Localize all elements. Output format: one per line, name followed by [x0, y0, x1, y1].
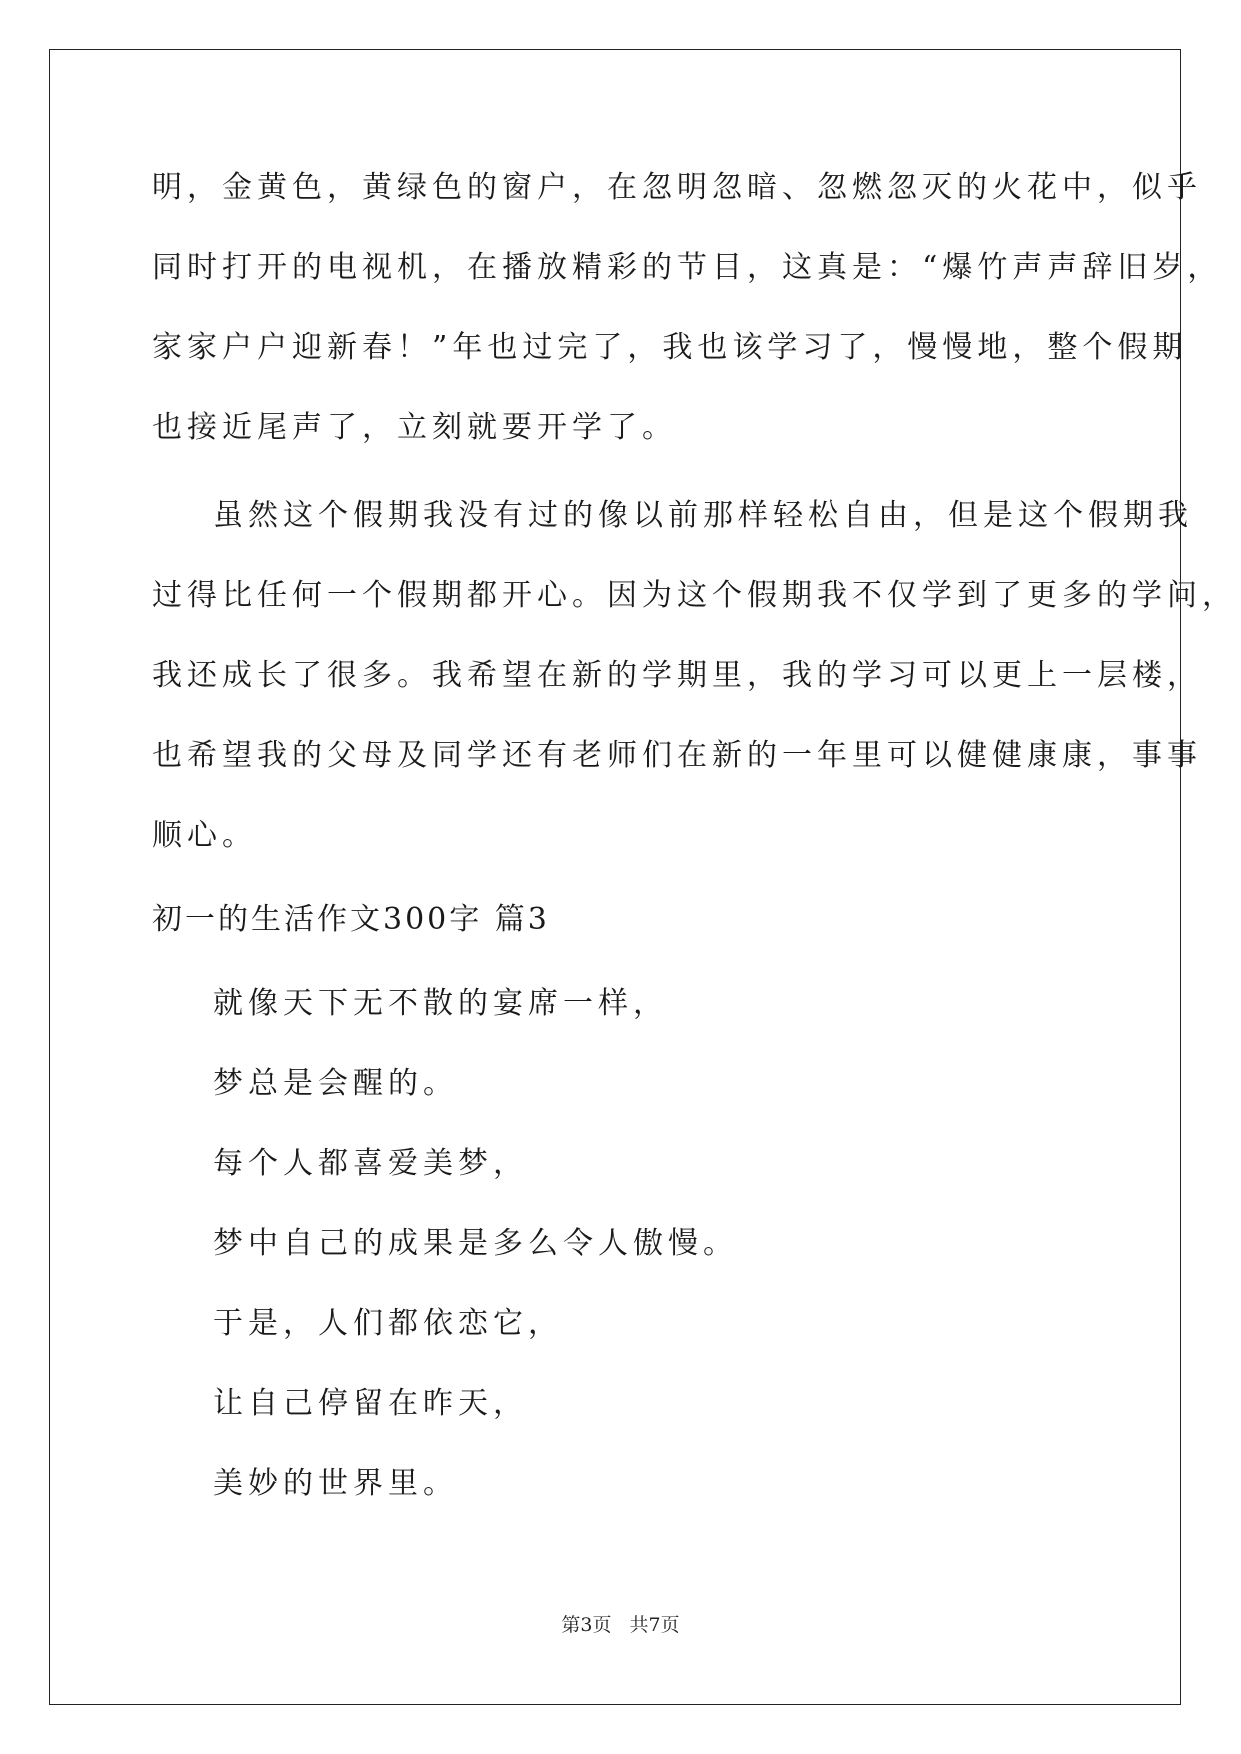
text-line: 明，金黄色，黄绿色的窗户，在忽明忽暗、忽燃忽灭的火花中，似乎 — [152, 170, 1202, 205]
page-number-total: 共7页 — [629, 1614, 680, 1636]
poem-line: 梦总是会醒的。 — [213, 1066, 458, 1101]
poem-line: 梦中自己的成果是多么令人傲慢。 — [213, 1226, 738, 1261]
text-line: 过得比任何一个假期都开心。因为这个假期我不仅学到了更多的学问， — [152, 578, 1237, 613]
text-line: 也希望我的父母及同学还有老师们在新的一年里可以健健康康，事事 — [152, 738, 1202, 773]
page-border — [49, 49, 1181, 1705]
poem-line: 美妙的世界里。 — [213, 1466, 458, 1501]
poem-line: 就像天下无不散的宴席一样， — [213, 986, 668, 1021]
poem-line: 于是，人们都依恋它， — [213, 1306, 563, 1341]
text-line: 也接近尾声了，立刻就要开学了。 — [152, 410, 677, 445]
text-line: 家家户户迎新春！”年也过完了，我也该学习了，慢慢地，整个假期 — [152, 330, 1188, 365]
paragraph-first-line: 虽然这个假期我没有过的像以前那样轻松自由，但是这个假期我 — [213, 498, 1193, 533]
poem-line: 每个人都喜爱美梦， — [213, 1146, 528, 1181]
text-line: 顺心。 — [152, 818, 257, 853]
poem-line: 让自己停留在昨天， — [213, 1386, 528, 1421]
text-line: 我还成长了很多。我希望在新的学期里，我的学习可以更上一层楼， — [152, 658, 1202, 693]
page-number-current: 第3页 — [561, 1614, 612, 1636]
page-footer — [0, 1610, 1241, 1637]
text-line: 同时打开的电视机，在播放精彩的节目，这真是：“爆竹声声辞旧岁， — [152, 250, 1223, 285]
section-heading: 初一的生活作文300字 篇3 — [152, 902, 550, 937]
